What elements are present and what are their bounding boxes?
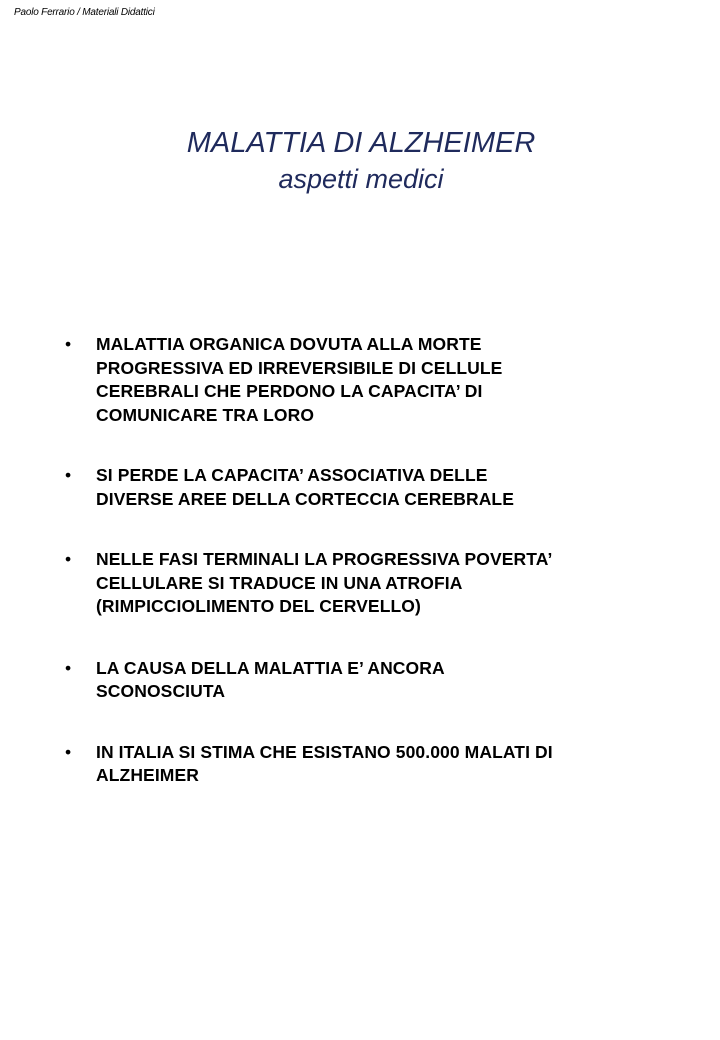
bullet-line: DIVERSE AREE DELLA CORTECCIA CEREBRALE <box>96 488 514 509</box>
bullet-line: CEREBRALI CHE PERDONO LA CAPACITA’ DI <box>96 381 483 401</box>
page-subtitle: aspetti medici <box>278 164 444 194</box>
bullet-line: PROGRESSIVA ED IRREVERSIBILE DI CELLULE <box>96 357 503 378</box>
bullet-item <box>0 657 720 704</box>
bullet-dot-icon: • <box>65 657 72 678</box>
bullet-line: IN ITALIA SI STIMA CHE ESISTANO 500.000 MALATI DI <box>96 741 553 762</box>
bullet-item <box>0 464 720 511</box>
bullet-dot-icon: • <box>65 334 72 354</box>
bullet-dot-icon: • <box>65 465 72 485</box>
page-title: MALATTIA DI ALZHEIMER <box>186 127 536 159</box>
bullet-item <box>0 548 720 619</box>
header-note: Paolo Ferrario / Materiali Didattici <box>14 7 155 18</box>
bullet-line: MALATTIA ORGANICA DOVUTA ALLA MORTE <box>96 334 482 354</box>
bullet-line: SCONOSCIUTA <box>96 681 226 701</box>
bullet-item <box>0 741 720 788</box>
bullet-line: (RIMPICCIOLIMENTO DEL CERVELLO) <box>96 596 421 616</box>
bullet-list <box>0 333 720 788</box>
bullet-line: NELLE FASI TERMINALI LA PROGRESSIVA POVERTA’ <box>96 549 553 569</box>
bullet-line: SI PERDE LA CAPACITA’ ASSOCIATIVA DELLE <box>96 465 488 485</box>
bullet-line: ALZHEIMER <box>96 765 199 785</box>
bullet-item <box>0 333 720 427</box>
title-block <box>0 124 720 196</box>
bullet-dot-icon: • <box>65 549 72 569</box>
bullet-dot-icon: • <box>65 741 72 762</box>
bullet-line: CELLULARE SI TRADUCE IN UNA ATROFIA <box>96 572 463 593</box>
bullet-line: LA CAUSA DELLA MALATTIA E’ ANCORA <box>96 657 445 678</box>
bullet-line: COMUNICARE TRA LORO <box>96 404 315 425</box>
